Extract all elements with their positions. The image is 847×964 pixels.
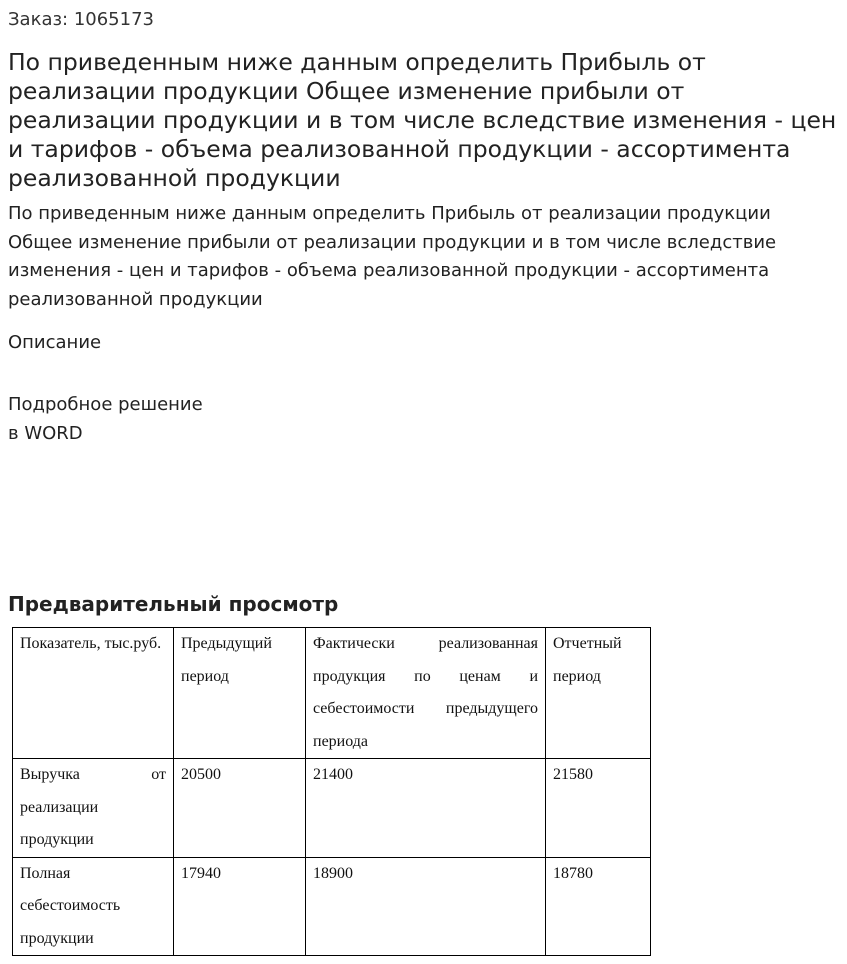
table-header-cell: Показатель, тыс.руб. (13, 628, 174, 759)
table-cell: 21580 (546, 759, 651, 858)
table-cell: 18900 (306, 857, 546, 956)
preview-table (12, 627, 651, 956)
page-title: По приведенным ниже данным определить Прибыль от реализации продукции Общее изменение прибыли от реализации продукции и в том числе вследствие изменения - цен и тарифов - объема реализованной продукции - ассортимента реализованной продукции (8, 48, 837, 192)
preview-title: Предварительный просмотр (8, 592, 339, 616)
order-number: Заказ: 1065173 (8, 9, 154, 30)
table-header-cell: Фактически реализованная продукция по ценам и себестоимости предыдущего периода (306, 628, 546, 759)
table-cell: 21400 (306, 759, 546, 858)
solution-line-1: Подробное решение (8, 394, 203, 415)
task-description: По приведенным ниже данным определить Прибыль от реализации продукции Общее изменение прибыли от реализации продукции и в том числе вследствие изменения - цен и тарифов - объема реализованной продукции - ассортимента реализованной продукции (8, 203, 777, 310)
table-cell: 18780 (546, 857, 651, 956)
table-header-row (13, 628, 651, 759)
solution-line-2: в WORD (8, 422, 83, 444)
table-row (13, 857, 651, 956)
solution-info (8, 391, 203, 448)
description-label: Описание (8, 332, 102, 353)
table-cell: 17940 (174, 857, 306, 956)
table-cell: Полная себестоимость продукции (13, 857, 174, 956)
table-cell: 20500 (174, 759, 306, 858)
table-cell: Выручка от реализации продукции (13, 759, 174, 858)
table-header-cell: Предыдущий период (174, 628, 306, 759)
table-row (13, 759, 651, 858)
table-header-cell: Отчетный период (546, 628, 651, 759)
